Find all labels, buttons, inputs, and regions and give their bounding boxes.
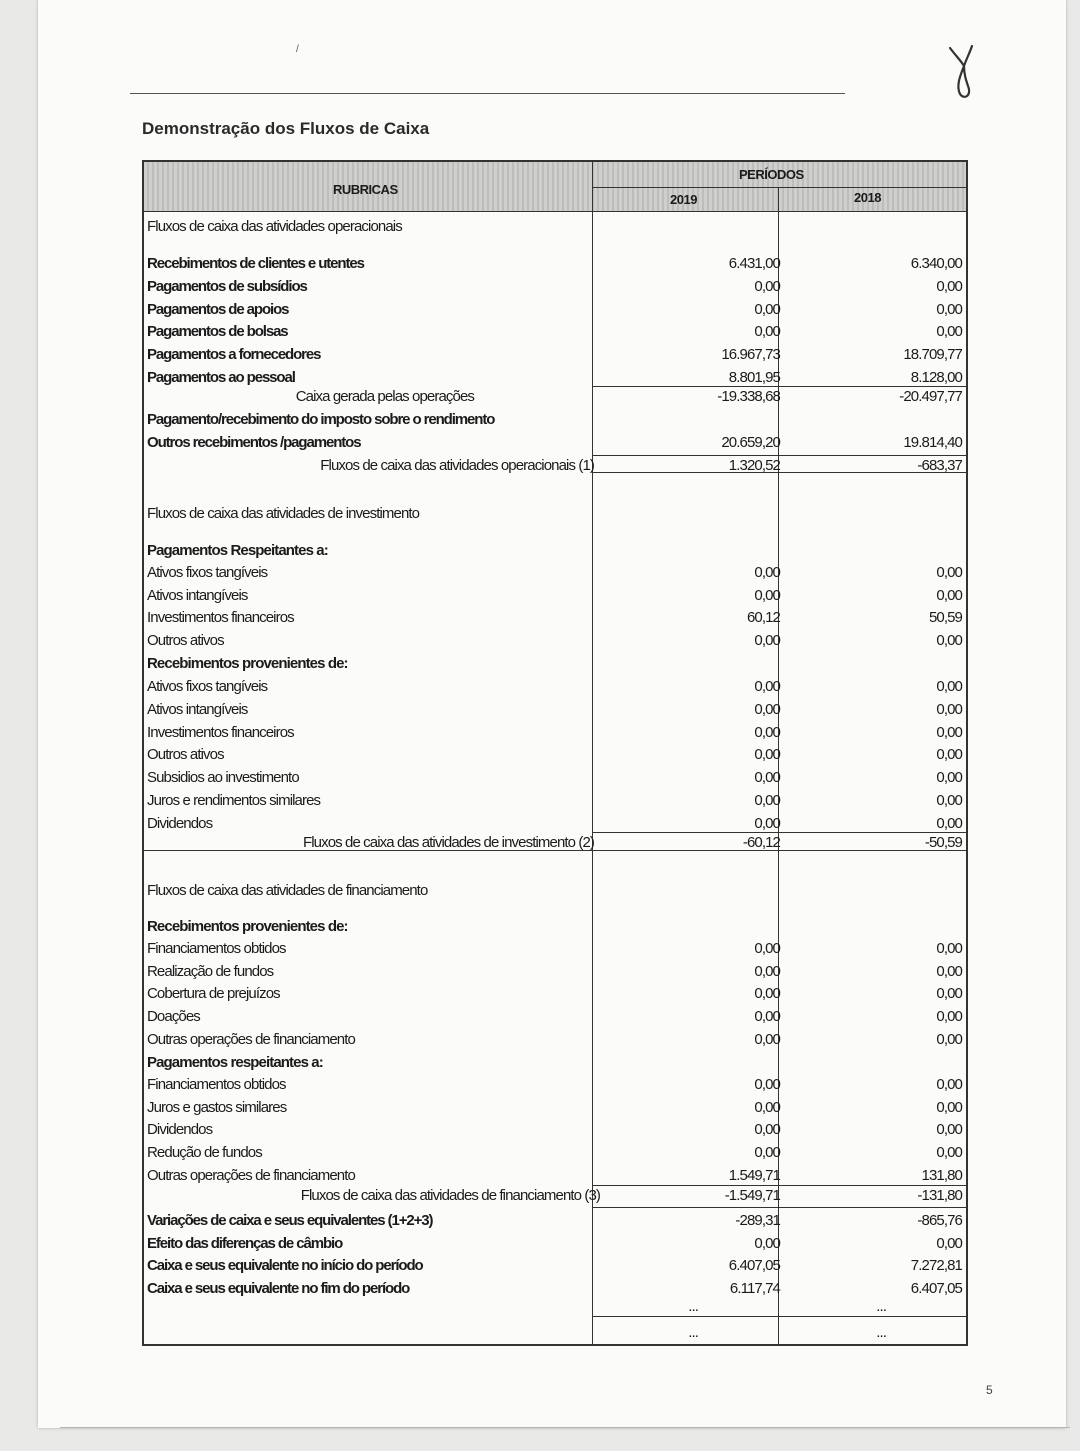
value-2018: 0,00 [936, 746, 962, 764]
value-2018: 0,00 [936, 700, 962, 718]
financiamento-pagamentos-head [142, 1052, 968, 1074]
section-operacionais [142, 216, 968, 238]
value-2018: 0,00 [936, 277, 962, 295]
value-2018: 131,80 [921, 1166, 962, 1184]
value-2018: -683,37 [917, 457, 962, 474]
value-2018: 0,00 [936, 1234, 962, 1252]
financiamento-recebimentos-head [142, 916, 968, 938]
value-2019: 0,00 [754, 940, 780, 957]
value-2019: -1.549,71 [724, 1187, 780, 1204]
cash-flow-table [142, 160, 968, 1346]
row-operacional [142, 253, 968, 275]
value-2019: 0,00 [754, 586, 780, 604]
subsection-heading: Pagamentos respeitantes a: [147, 1054, 323, 1071]
header-year-2019: 2019 [670, 192, 697, 207]
value-2018: -20.497,77 [899, 388, 962, 405]
value-2019: 60,12 [746, 609, 780, 626]
row-operacional [142, 321, 968, 343]
row-label: Variações de caixa e seus equivalentes (1+2+3) [147, 1212, 433, 1229]
row-investimento-pagamento [142, 562, 968, 584]
row-label: Ativos intangíveis [147, 586, 248, 604]
value-2019: 0,00 [754, 300, 780, 318]
row-label: Dividendos [147, 814, 213, 832]
value-2019: 1.549,71 [728, 1166, 780, 1184]
value-2019: 1.320,52 [728, 457, 780, 474]
value-2018: 0,00 [936, 814, 962, 832]
row-investimento-pagamento [142, 585, 968, 607]
row-operacional [142, 276, 968, 298]
row-financiamento-pagamento [142, 1097, 968, 1119]
section-financiamento [142, 880, 968, 902]
row-label: Realização de fundos [147, 962, 274, 980]
subsection-heading: Recebimentos provenientes de: [147, 918, 348, 935]
value-2018: 0,00 [936, 564, 962, 581]
page-title: Demonstração dos Fluxos de Caixa [142, 119, 430, 138]
subtotal-rule [592, 1185, 968, 1186]
section-heading: Fluxos de caixa das atividades de financiamento [147, 882, 428, 899]
row-financiamento-recebimento [142, 938, 968, 960]
row-investimento-pagamento [142, 630, 968, 652]
value-2019: 0,00 [754, 631, 780, 649]
row-label: Financiamentos obtidos [147, 940, 286, 957]
row-label: Pagamentos de apoios [147, 300, 289, 318]
row-financiamento-recebimento [142, 961, 968, 983]
row-label: Doações [147, 1008, 200, 1026]
value-2019: 20.659,20 [721, 434, 780, 451]
value-2018: 0,00 [936, 300, 962, 318]
row-label: Investimentos financeiros [147, 723, 294, 741]
row-label: Outras operações de financiamento [147, 1166, 355, 1184]
value-2018: -865,76 [917, 1212, 962, 1229]
subtotal-rule [592, 455, 968, 456]
value-2018: 0,00 [936, 1030, 962, 1048]
row-total-financiamento [142, 1185, 968, 1207]
row-operacional-extra [142, 432, 968, 454]
value-2018: 8.128,00 [910, 369, 962, 386]
row-investimento-pagamento [142, 607, 968, 629]
value-2018: 0,00 [936, 723, 962, 741]
row-investimento-recebimento [142, 767, 968, 789]
subtotal-rule [592, 386, 968, 387]
value-2019: 16.967,73 [721, 346, 780, 364]
row-label: Caixa gerada pelas operações [295, 388, 474, 405]
top-rule [130, 93, 845, 94]
value-2019: 0,00 [754, 564, 780, 581]
value-2019: 0,00 [754, 277, 780, 295]
row-total-investimento [142, 832, 968, 854]
value-2018: 0,00 [936, 586, 962, 604]
row-label: Pagamentos de subsídios [147, 277, 307, 295]
value-2018: -50,59 [924, 834, 962, 851]
value-2019: 0,00 [754, 1076, 780, 1093]
value-2019: 6.117,74 [729, 1279, 780, 1297]
value-2018: 6.340,00 [910, 255, 962, 272]
value-2018: 0,00 [936, 1076, 962, 1093]
row-label: Caixa e seus equivalente no fim do período [147, 1279, 410, 1297]
value-2018: 0,00 [936, 1008, 962, 1026]
subsection-heading: Recebimentos provenientes de: [147, 655, 348, 672]
value-2019: 0,00 [754, 1234, 780, 1252]
row-summary [142, 1210, 968, 1232]
row-label: Ativos intangíveis [147, 700, 248, 718]
value-2019: 0,00 [754, 962, 780, 980]
value-2018: 0,00 [936, 792, 962, 809]
row-summary [142, 1255, 968, 1277]
row-label: Pagamento/recebimento do imposto sobre o rendimento [147, 411, 495, 428]
header-split-line [592, 187, 968, 188]
row-financiamento-pagamento [142, 1165, 968, 1187]
section-investimento [142, 503, 968, 525]
header-rubricas: RUBRICAS [333, 182, 398, 197]
row-investimento-recebimento [142, 790, 968, 812]
bottom-rule [60, 1427, 1070, 1428]
subtotal-rule [592, 832, 968, 833]
value-2019: 0,00 [754, 985, 780, 1003]
value-2018: 0,00 [936, 323, 962, 341]
row-financiamento-pagamento [142, 1142, 968, 1164]
ellipsis-2019: ... [688, 1324, 698, 1341]
header-bottom-line [142, 211, 968, 212]
subsection-heading: Pagamentos Respeitantes a: [147, 542, 328, 559]
row-label: Subsidios ao investimento [147, 769, 299, 787]
value-2019: -19.338,68 [717, 388, 780, 405]
row-label: Juros e gastos similares [147, 1098, 287, 1116]
row-investimento-recebimento [142, 744, 968, 766]
row-label: Ativos fixos tangíveis [147, 564, 268, 581]
row-label: Fluxos de caixa das atividades de investimento (2) [302, 834, 594, 851]
value-2019: -289,31 [735, 1212, 780, 1229]
row-label: Efeito das diferenças de câmbio [147, 1234, 343, 1252]
ellipsis-2018: ... [876, 1324, 886, 1341]
row-financiamento-recebimento [142, 1029, 968, 1051]
row-label: Caixa e seus equivalente no início do período [147, 1257, 423, 1275]
row-label: Fluxos de caixa das atividades de financiamento (3) [300, 1187, 600, 1204]
page-number: 5 [986, 1383, 993, 1397]
row-label: Pagamentos a fornecedores [147, 346, 321, 364]
row-label: Redução de fundos [147, 1144, 262, 1162]
section-heading: Fluxos de caixa das atividades de investimento [147, 505, 420, 522]
value-2018: 6.407,05 [910, 1279, 962, 1297]
value-2019: 6.431,00 [728, 255, 780, 272]
value-2019: 0,00 [754, 1098, 780, 1116]
row-summary [142, 1233, 968, 1255]
section-heading: Fluxos de caixa das atividades operacionais [147, 218, 402, 235]
value-2018: 50,59 [928, 609, 962, 626]
row-investimento-recebimento [142, 722, 968, 744]
value-2019: 0,00 [754, 1144, 780, 1162]
investimento-recebimentos-head [142, 653, 968, 675]
row-investimento-recebimento [142, 699, 968, 721]
row-operacional [142, 344, 968, 366]
value-2018: 0,00 [936, 1144, 962, 1162]
row-financiamento-pagamento [142, 1119, 968, 1141]
row-label: Ativos fixos tangíveis [147, 678, 268, 695]
row-label: Juros e rendimentos similares [147, 792, 321, 809]
value-2019: 0,00 [754, 769, 780, 787]
header-periodos: PERÍODOS [739, 167, 804, 182]
row-label: Outras operações de financiamento [147, 1030, 355, 1048]
row-operacional [142, 299, 968, 321]
row-label: Fluxos de caixa das atividades operacionais (1) [320, 457, 594, 474]
value-2018: 0,00 [936, 940, 962, 957]
row-investimento-recebimento [142, 676, 968, 698]
row-label: Recebimentos de clientes e utentes [147, 255, 364, 272]
row-label: Financiamentos obtidos [147, 1076, 286, 1093]
row-ellipsis-2 [142, 1322, 968, 1344]
value-2019: 0,00 [754, 700, 780, 718]
value-2018: 18.709,77 [903, 346, 962, 364]
row-label: Outros recebimentos /pagamentos [147, 434, 361, 451]
value-2018: 7.272,81 [910, 1257, 962, 1275]
ellipsis-2019: ... [688, 1298, 698, 1315]
investimento-pagamentos-head [142, 540, 968, 562]
row-financiamento-pagamento [142, 1074, 968, 1096]
value-2018: 0,00 [936, 769, 962, 787]
row-label: Dividendos [147, 1121, 213, 1139]
row-operacional-extra [142, 409, 968, 431]
handwritten-initial [942, 42, 982, 102]
value-2018: -131,80 [917, 1187, 962, 1204]
row-label: Outros ativos [147, 631, 224, 649]
row-total-operacionais [142, 455, 968, 477]
value-2019: -60,12 [742, 834, 780, 851]
value-2018: 0,00 [936, 985, 962, 1003]
row-financiamento-recebimento [142, 983, 968, 1005]
value-2019: 0,00 [754, 323, 780, 341]
scan-speck: / [296, 44, 299, 55]
row-label: Investimentos financeiros [147, 609, 294, 626]
row-financiamento-recebimento [142, 1006, 968, 1028]
ellipsis-2018: ... [876, 1298, 886, 1315]
row-label: Cobertura de prejuízos [147, 985, 280, 1003]
value-2019: 0,00 [754, 792, 780, 809]
value-2018: 19.814,40 [903, 434, 962, 451]
value-2019: 0,00 [754, 678, 780, 695]
value-2018: 0,00 [936, 631, 962, 649]
value-2018: 0,00 [936, 1098, 962, 1116]
row-label: Pagamentos ao pessoal [147, 369, 295, 386]
row-ellipsis-1 [142, 1296, 968, 1318]
subtotal-rule [592, 1207, 968, 1208]
header-year-2018: 2018 [854, 190, 881, 205]
value-2018: 0,00 [936, 678, 962, 695]
row-label: Pagamentos de bolsas [147, 323, 288, 341]
value-2019: 0,00 [754, 814, 780, 832]
value-2019: 0,00 [754, 1121, 780, 1139]
row-caixa-gerada [142, 386, 968, 408]
row-label: Outros ativos [147, 746, 224, 764]
value-2019: 6.407,05 [728, 1257, 780, 1275]
value-2019: 0,00 [754, 746, 780, 764]
value-2018: 0,00 [936, 1121, 962, 1139]
value-2019: 0,00 [754, 723, 780, 741]
value-2019: 0,00 [754, 1008, 780, 1026]
value-2019: 8.801,95 [728, 369, 780, 386]
value-2018: 0,00 [936, 962, 962, 980]
value-2019: 0,00 [754, 1030, 780, 1048]
